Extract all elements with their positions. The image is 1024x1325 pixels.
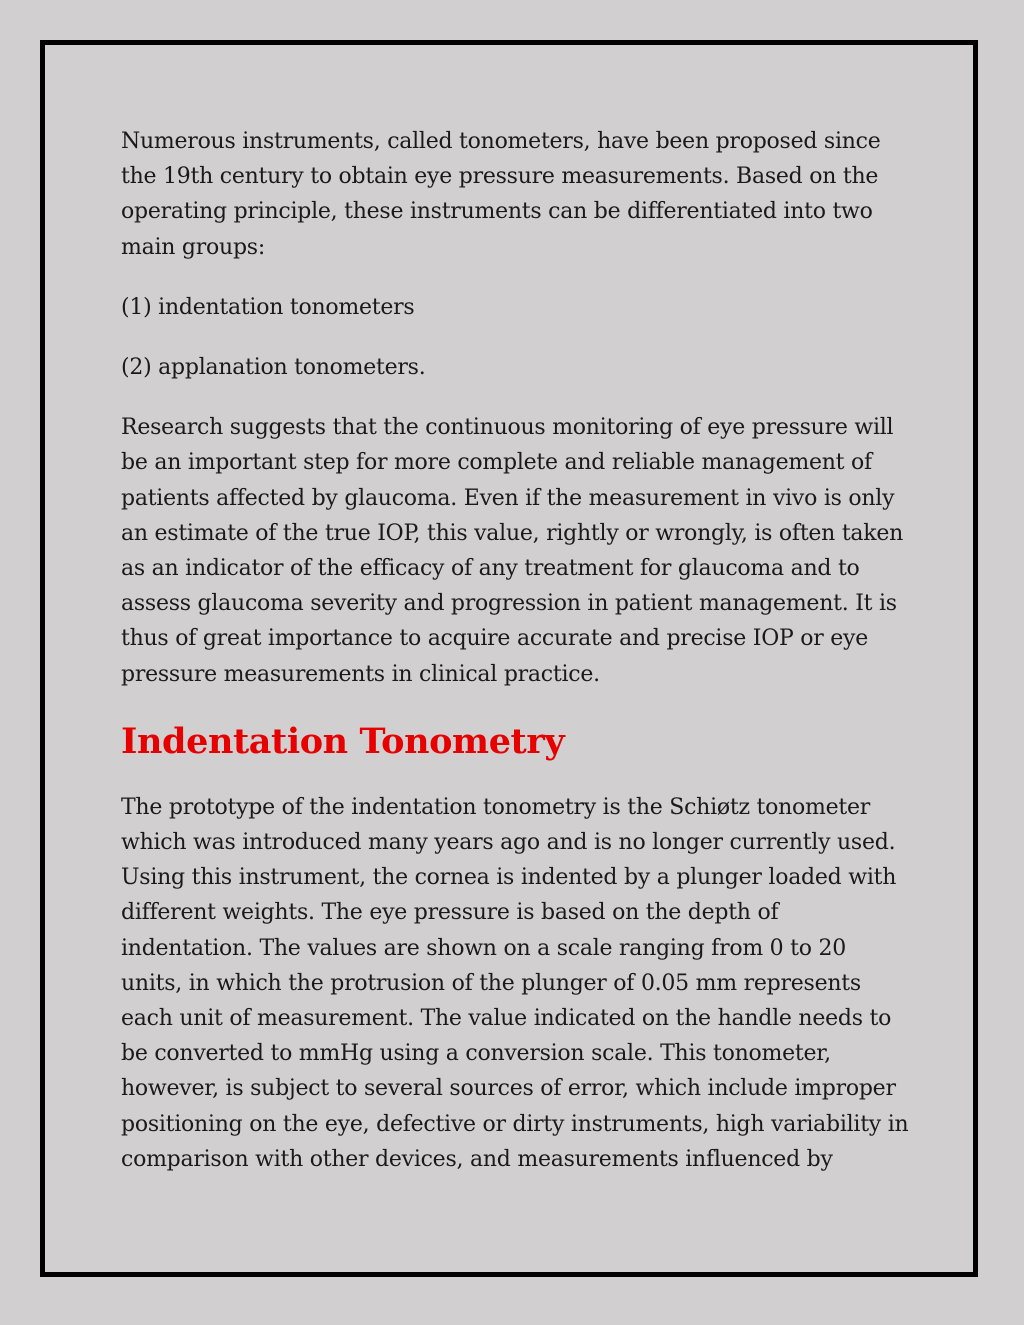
document-body (121, 124, 911, 1202)
section-paragraph: The prototype of the indentation tonometry is the Schiøtz tonometer which was introduced many years ago and is no longer currently used. Using this instrument, the cornea is indented by a plunger loaded with different weights. The eye pressure is based on the depth of indentation. The values are shown on a scale ranging from 0 to 20 units, in which the protrusion of the plunger of 0.05 mm represents each unit of measurement. The value indicated on the handle needs to be converted to mmHg using a conversion scale. This tonometer, however, is subject to several sources of error, which include improper positioning on the eye, defective or dirty instruments, high variability in comparison with other devices, and measurements influenced by (121, 794, 909, 1172)
research-paragraph: Research suggests that the continuous monitoring of eye pressure will be an important step for more complete and reliable management of patients affected by glaucoma. Even if the measurement in vivo is only an estimate of the true IOP, this value, rightly or wrongly, is often taken as an indicator of the efficacy of any treatment for glaucoma and to assess glaucoma severity and progression in patient management. It is thus of great importance to acquire accurate and precise IOP or eye pressure measurements in clinical practice. (121, 415, 904, 687)
list-item-indentation: (1) indentation tonometers (121, 294, 415, 320)
section-heading: Indentation Tonometry (121, 720, 565, 762)
list-item-applanation: (2) applanation tonometers. (121, 355, 426, 381)
intro-paragraph: Numerous instruments, called tonometers, have been proposed since the 19th century to obtain eye pressure measurements. Based on the operating principle, these instruments can be differentiated into two main groups: (121, 129, 881, 260)
